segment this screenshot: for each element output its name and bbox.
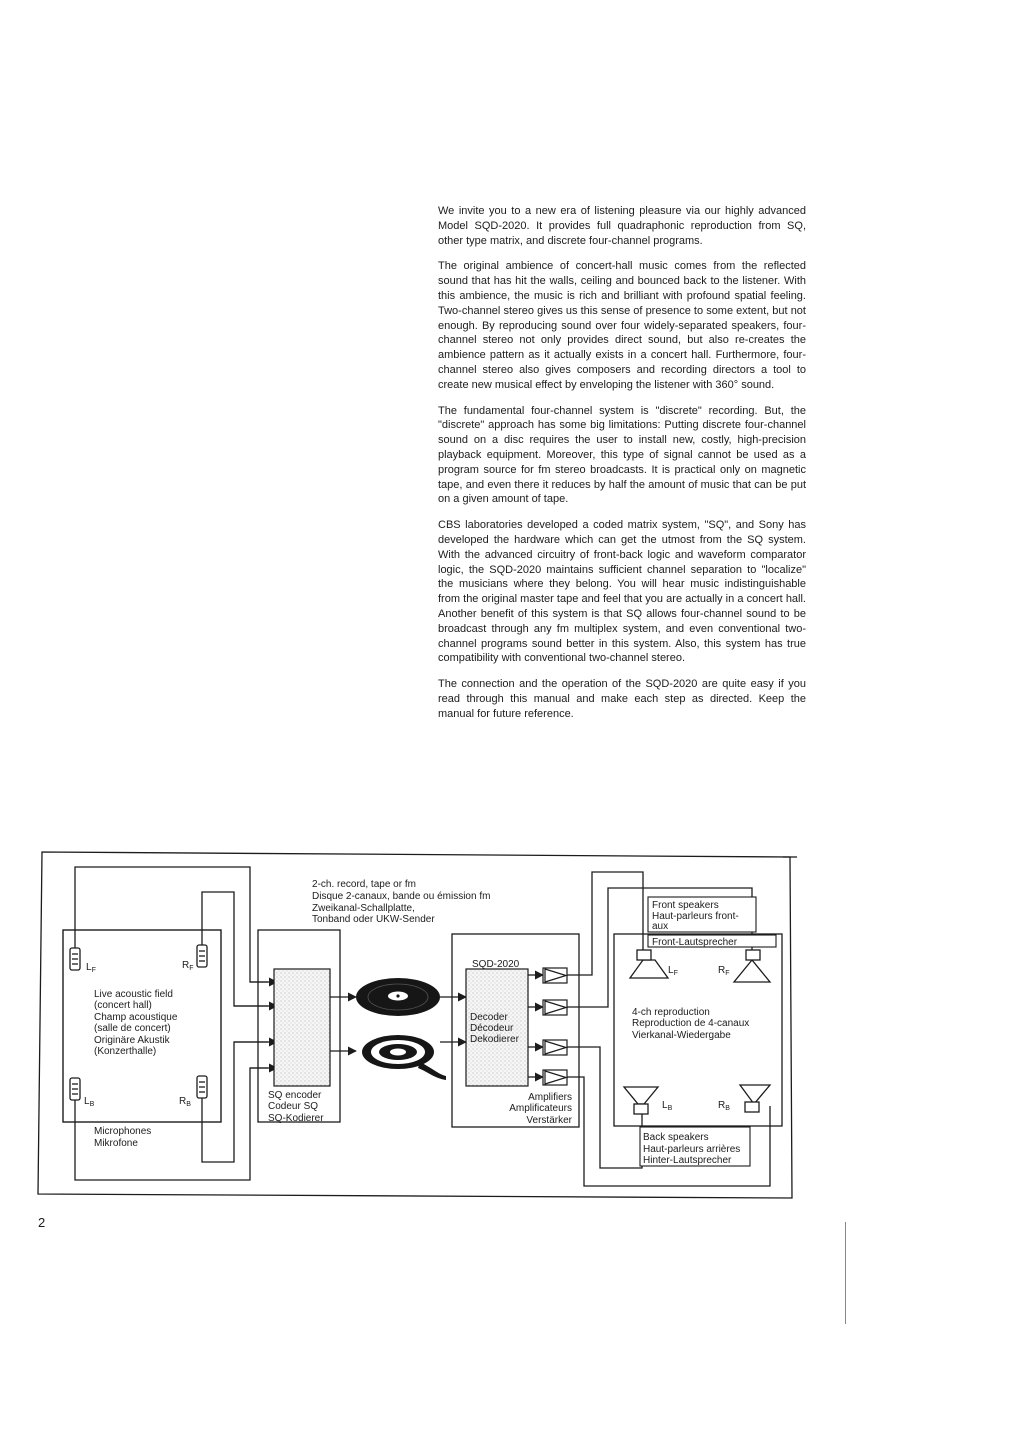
spk-rb-label: $R_B$ <box>718 1100 730 1112</box>
amplifier-back-left <box>543 1040 567 1055</box>
microphone-lf-icon <box>70 948 80 970</box>
media-label-line: 2-ch. record, tape or fm <box>312 879 416 890</box>
wire-lf <box>75 867 268 982</box>
reproduction-label-line: Vierkanal-Wiedergabe <box>632 1030 731 1041</box>
speaker-back-left-icon <box>624 1087 658 1114</box>
field-label-line: Live acoustic field <box>94 989 173 1000</box>
back-speakers-label-line: Back speakers <box>643 1132 709 1143</box>
page-number: 2 <box>38 1215 46 1230</box>
decoder-label-line: Décodeur <box>470 1023 514 1034</box>
speaker-back-right-icon <box>740 1085 770 1112</box>
front-lautsprecher-label: Front-Lautsprecher <box>652 937 738 948</box>
mic-rb-label: $R_B$ <box>179 1096 191 1108</box>
mic-lb-label: $L_B$ <box>84 1096 95 1108</box>
field-label-line: (concert hall) <box>94 1000 152 1011</box>
mic-lf-label: $L_F$ <box>86 962 96 974</box>
spk-rf-label: $R_F$ <box>718 965 730 977</box>
media-label-line: Disque 2-canaux, bande ou émission fm <box>312 891 491 902</box>
amplifier-front-right <box>543 1000 567 1015</box>
back-speakers-label-line: Haut-parleurs arrières <box>643 1144 741 1155</box>
connection-paragraph: The connection and the operation of the SQD-2020 are quite easy if you read through this manual and make each step as directed. Keep the manual for future reference. <box>438 678 806 720</box>
spk-lb-label: $L_B$ <box>662 1100 673 1112</box>
microphones-label-line: Microphones <box>94 1126 152 1137</box>
microphone-rf-icon <box>197 945 207 967</box>
amplifier-back-right <box>543 1070 567 1085</box>
encoder-label-line: SQ encoder <box>268 1090 322 1101</box>
tape-reel-icon <box>362 1035 446 1080</box>
margin-rule <box>845 1222 846 1324</box>
microphones-label-line: Mikrofone <box>94 1138 138 1149</box>
field-label-line: (salle de concert) <box>94 1023 171 1034</box>
amplifiers-label-line: Amplificateurs <box>509 1103 572 1114</box>
front-speakers-label-line: Front speakers <box>652 900 719 911</box>
encoder-label-line: SQ-Kodierer <box>268 1113 324 1124</box>
microphone-rb-icon <box>197 1076 207 1098</box>
decoder-label-line: Dekodierer <box>470 1034 519 1045</box>
field-label-line: Originäre Akustik <box>94 1035 170 1046</box>
decoder-label-line: Decoder <box>470 1012 508 1023</box>
field-label-line: Champ acoustique <box>94 1012 178 1023</box>
speaker-front-right-icon <box>734 950 770 982</box>
media-label-line: Zweikanal-Schallplatte, <box>312 903 415 914</box>
wire-back-left <box>566 1047 642 1168</box>
record-disc-icon <box>356 978 440 1016</box>
ambience-paragraph: The original ambience of concert-hall music comes from the reflected sound that has hit the walls, ceiling and bounced back to the listener. With this ambience, the music is rich and brilliant with profound spatial feeling. Two-channel stereo gives us this sense of presence to some extent, but not enough. By reproducing sound over four widely-separated speakers, four-channel stereo not only provides direct sound, but also re-creates the ambience pattern as it actually exists in a concert hall. Furthermore, four-channel stereo also gives composers and recording directors a tool to create new musical effect by enveloping the listener with 360° sound. <box>438 260 806 391</box>
amplifiers-label-line: Amplifiers <box>528 1092 572 1103</box>
reproduction-label-line: Reproduction de 4-canaux <box>632 1018 750 1029</box>
sqd2020-title: SQD-2020 <box>472 959 520 970</box>
front-speakers-label-line: aux <box>652 921 669 932</box>
reproduction-label-line: 4-ch reproduction <box>632 1007 710 1018</box>
encoder-block <box>274 969 330 1086</box>
field-label-line: (Konzerthalle) <box>94 1046 157 1057</box>
intro-paragraph: We invite you to a new era of listening pleasure via our highly advanced Model SQD-2020. It provides full quadraphonic reproduction from SQ, other type matrix, and discrete four-channel programs. <box>438 205 806 247</box>
speaker-front-left-icon <box>630 950 668 978</box>
encoder-label-line: Codeur SQ <box>268 1101 319 1112</box>
sq-system-paragraph: CBS laboratories developed a coded matrix system, "SQ", and Sony has developed the hardware which can get the utmost from the SQ system. With the advanced circuitry of front-back logic and waveform comparator logic, the SQD-2020 maintains sufficient channel separation to "localize" the musicians where they belong. You will hear music indistinguishable from the original master tape and feel that you are actually in a concert hall. Another benefit of this system is that SQ allows four-channel sound to be broadcast through any fm multiplex system, and even conventional two-channel programs sound better in this system. Also, this system has true compatibility with conventional two-channel stereo. <box>438 519 806 665</box>
media-label-line: Tonband oder UKW-Sender <box>312 914 435 925</box>
back-speakers-label-line: Hinter-Lautsprecher <box>643 1155 732 1166</box>
microphone-lb-icon <box>70 1078 80 1100</box>
amplifier-front-left <box>543 968 567 983</box>
spk-lf-label: $L_F$ <box>668 965 678 977</box>
mic-rf-label: $R_F$ <box>182 960 194 972</box>
wire-lb <box>75 1068 268 1180</box>
discrete-paragraph: The fundamental four-channel system is "discrete" recording. But, the "discrete" approach has some big limitations: Putting discrete four-channel sound on a disc requires the user to install new, costly, high-precision playback equipment. Moreover, this type of signal cannot be used as a program source for fm stereo broadcasts. It is practical only on magnetic tape, and even there it reduces by half the amount of music that can be put on a given amount of tape. <box>438 404 806 506</box>
front-speakers-label-line: Haut-parleurs front- <box>652 911 739 922</box>
amplifiers-label-line: Verstärker <box>526 1115 572 1126</box>
